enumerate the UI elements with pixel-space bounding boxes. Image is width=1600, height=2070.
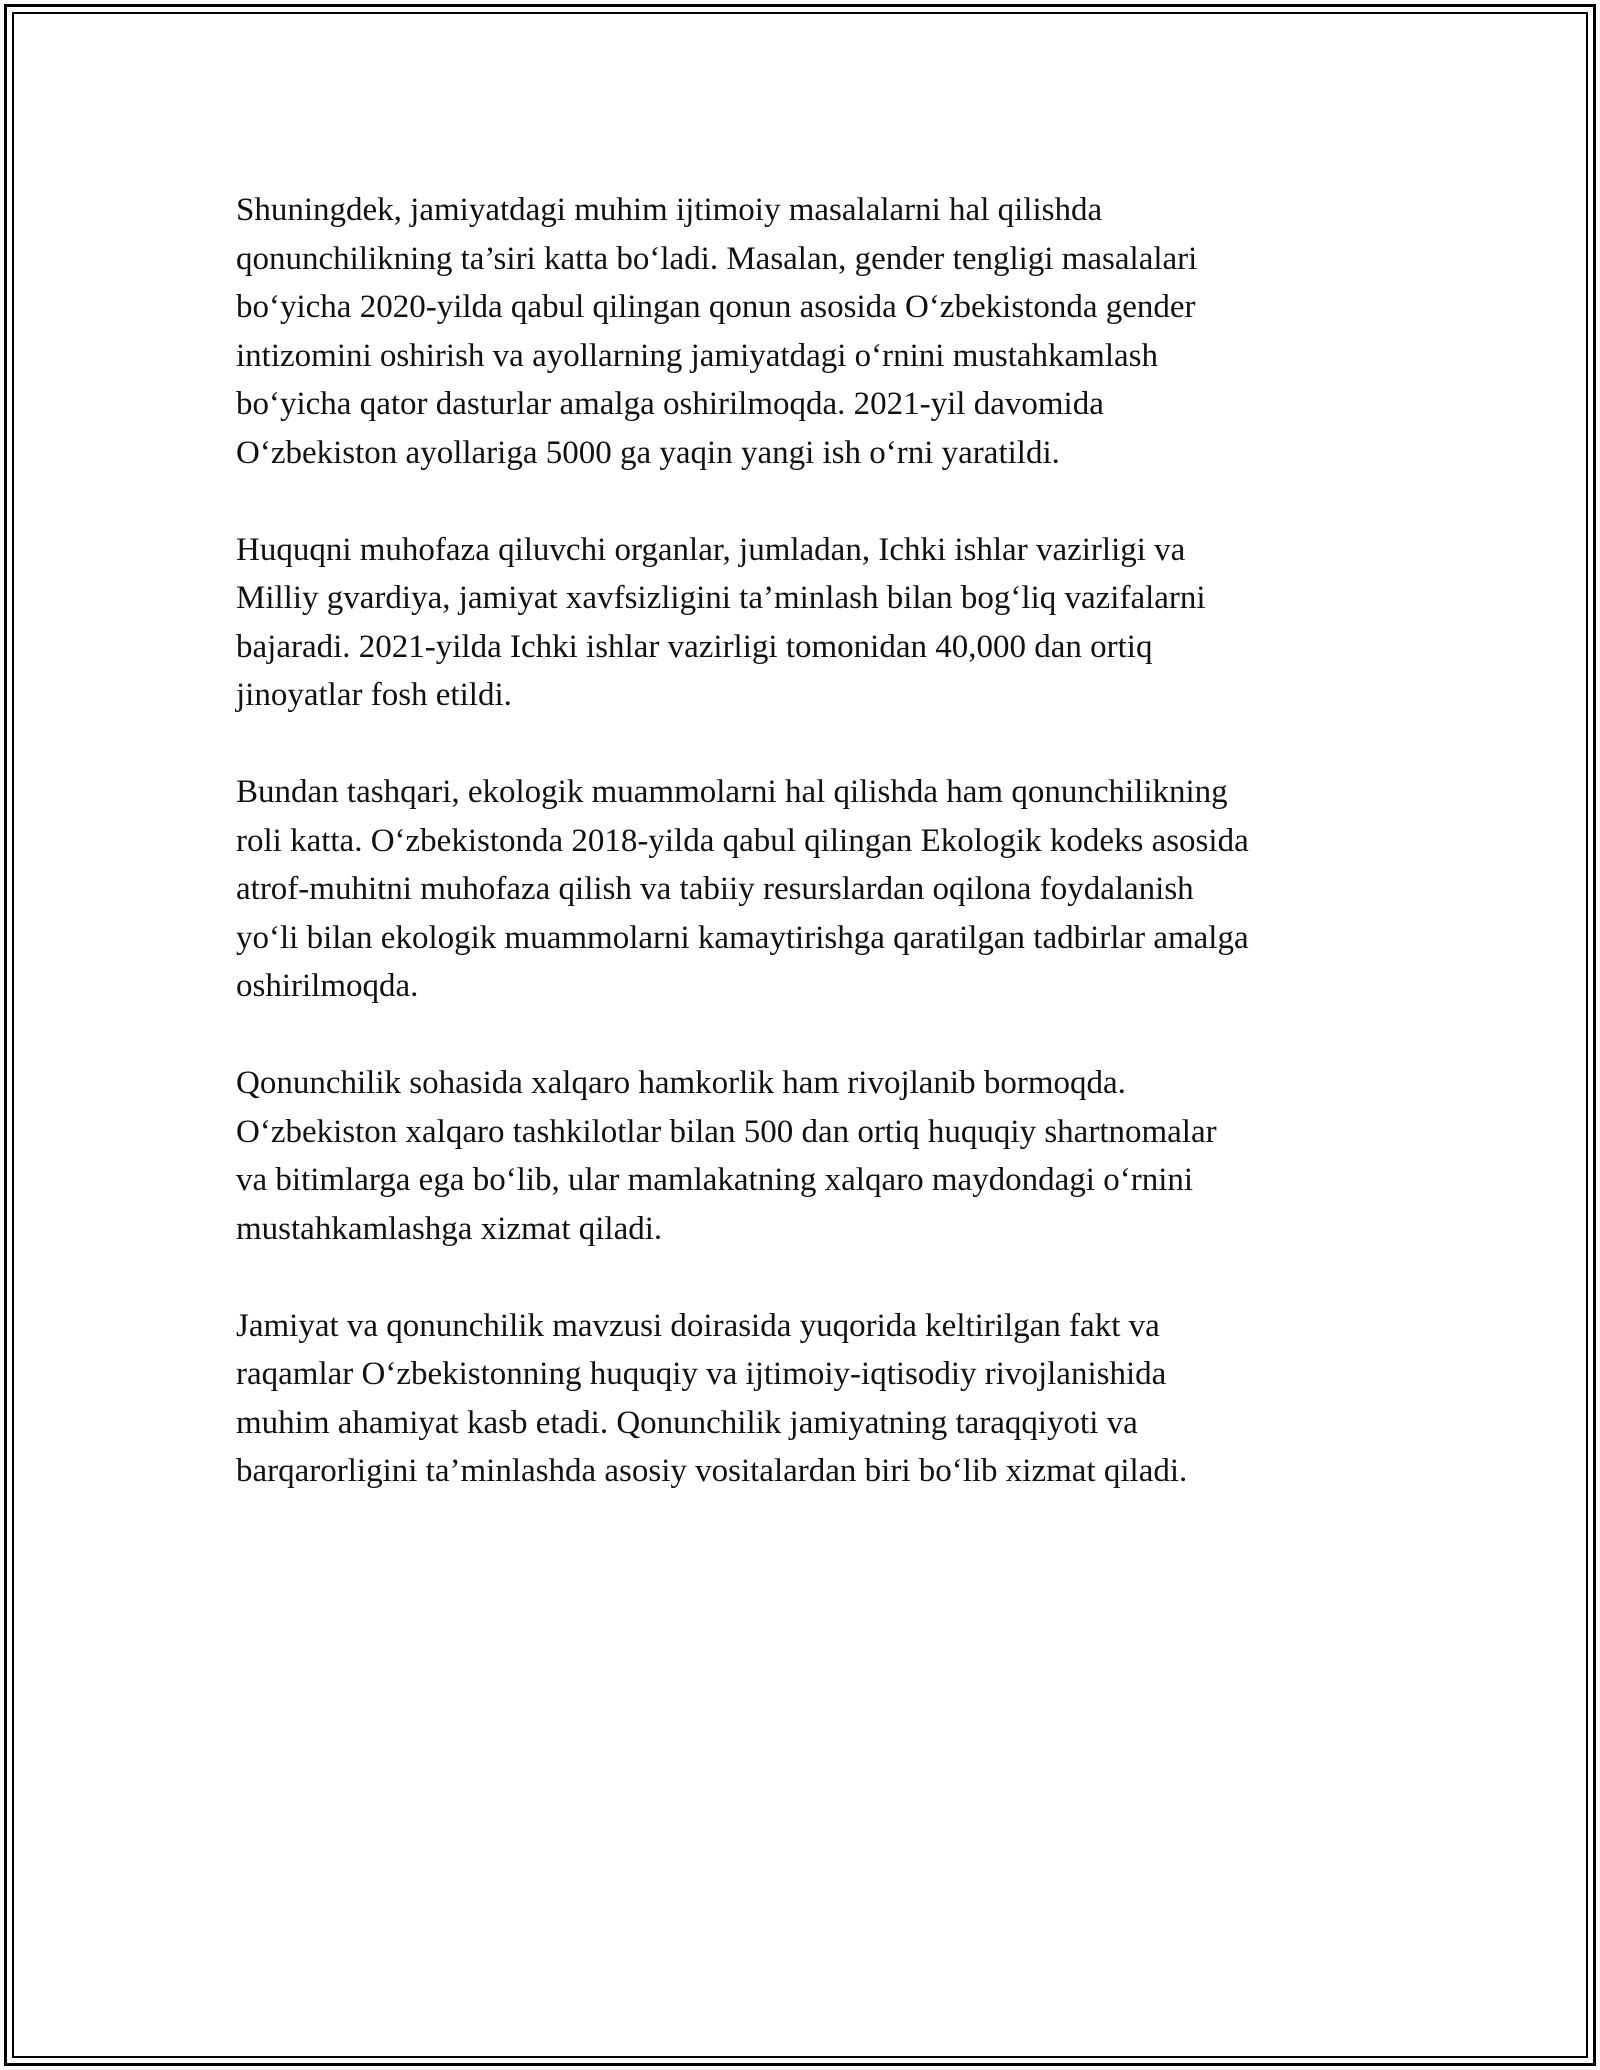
text-line: jinoyatlar fosh etildi. [236,677,512,713]
text-line: bajaradi. 2021-yilda Ichki ishlar vazirligi tomonidan 40,000 dan ortiq [236,628,1153,665]
document-body [236,186,1376,1544]
text-line: mustahkamlashga xizmat qiladi. [236,1210,663,1247]
text-line: intizomini oshirish va ayollarning jamiyatdagi o‘rnini mustahkamlash [236,337,1159,374]
paragraph-5 [236,1302,1376,1496]
text-line: Bundan tashqari, ekologik muammolarni hal qilishda ham qonunchilikning [236,774,1228,810]
paragraph-3 [236,768,1376,1011]
text-line: barqarorligini ta’minlashda asosiy vositalardan biri bo‘lib xizmat qiladi. [236,1453,1188,1489]
text-line: O‘zbekiston xalqaro tashkilotlar bilan 500 dan ortiq huquqiy shartnomalar [236,1113,1217,1150]
text-line: va bitimlarga ega bo‘lib, ular mamlakatning xalqaro maydondagi o‘rnini [236,1162,1194,1198]
paragraph-2 [236,526,1376,720]
text-line: Qonunchilik sohasida xalqaro hamkorlik ham rivojlanib bormoqda. [236,1065,1126,1101]
text-line: qonunchilikning ta’siri katta bo‘ladi. Masalan, gender tengligi masalalari [236,240,1198,277]
paragraph-1 [236,186,1376,477]
text-line: bo‘yicha 2020-yilda qabul qilingan qonun asosida O‘zbekistonda gender [236,289,1196,325]
text-line: yo‘li bilan ekologik muammolarni kamaytirishga qaratilgan tadbirlar amalga [236,919,1249,956]
paragraph-4 [236,1059,1376,1253]
text-line: Shuningdek, jamiyatdagi muhim ijtimoiy masalalarni hal qilishda [236,192,1103,228]
text-line: Milliy gvardiya, jamiyat xavfsizligini ta’minlash bilan bog‘liq vazifalarni [236,580,1206,616]
text-line: oshirilmoqda. [236,968,419,1004]
text-line: muhim ahamiyat kasb etadi. Qonunchilik jamiyatning taraqqiyoti va [236,1404,1138,1441]
text-line: bo‘yicha qator dasturlar amalga oshirilmoqda. 2021-yil davomida [236,386,1104,422]
text-line: O‘zbekiston ayollariga 5000 ga yaqin yangi ish o‘rni yaratildi. [236,434,1060,471]
text-line: roli katta. O‘zbekistonda 2018-yilda qabul qilingan Ekologik kodeks asosida [236,822,1249,859]
text-line: atrof-muhitni muhofaza qilish va tabiiy resurslardan oqilona foydalanish [236,871,1194,907]
text-line: Jamiyat va qonunchilik mavzusi doirasida yuqorida keltirilgan fakt va [236,1307,1160,1344]
text-line: raqamlar O‘zbekistonning huquqiy va ijtimoiy-iqtisodiy rivojlanishida [236,1356,1167,1392]
text-line: Huquqni muhofaza qiluvchi organlar, jumladan, Ichki ishlar vazirligi va [236,531,1186,568]
